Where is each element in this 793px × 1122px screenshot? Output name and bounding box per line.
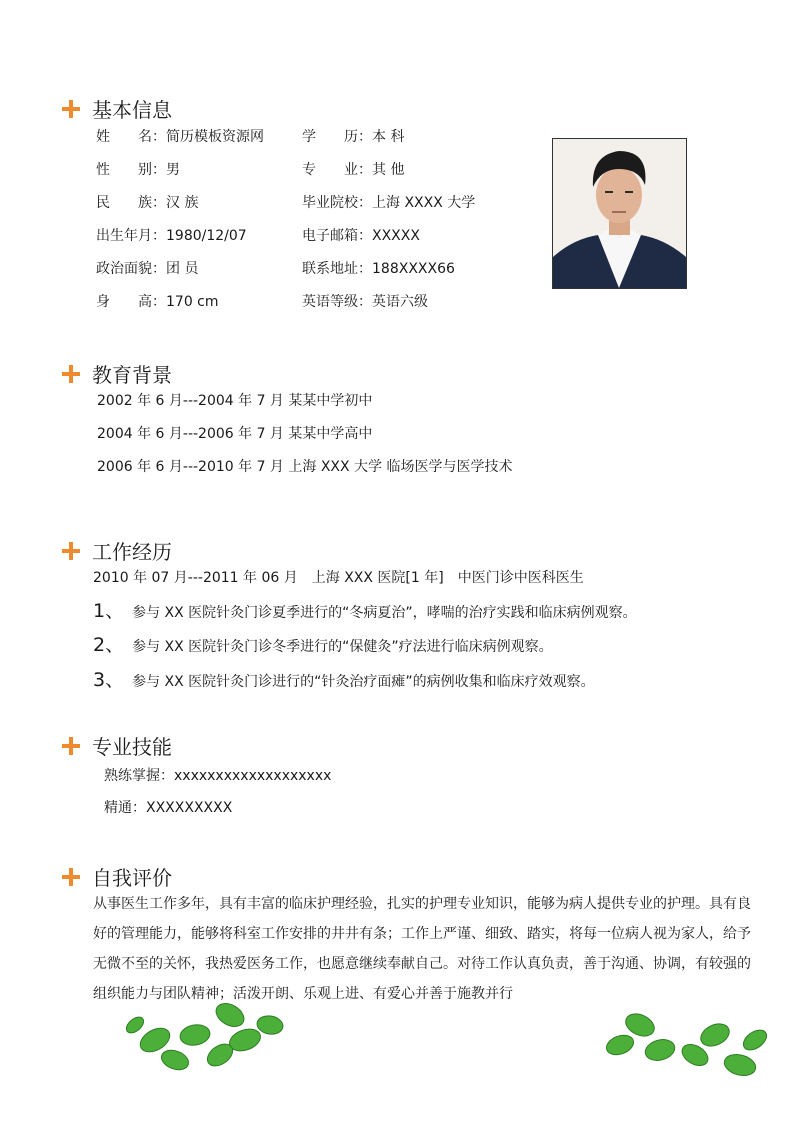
info-value: XXXXX — [372, 228, 420, 244]
info-value: 简历模板资源网 — [166, 129, 264, 145]
info-school — [302, 192, 475, 212]
section-skills-header — [62, 731, 172, 760]
work-item — [93, 596, 637, 623]
plus-icon — [62, 365, 80, 383]
info-english — [302, 291, 428, 311]
info-value: 188XXXX66 — [372, 261, 455, 277]
item-text: 参与 XX 医院针灸门诊夏季进行的“冬病夏治”，哮喘的治疗实践和临床病例观察。 — [132, 605, 637, 621]
info-label: 专 业： — [302, 162, 372, 178]
info-height — [96, 291, 219, 311]
education-item: 2004 年 6 月---2006 年 7 月 某某中学高中 — [97, 426, 373, 442]
self-evaluation-text: 从事医生工作多年，具有丰富的临床护理经验，扎实的护理专业知识，能够为病人提供专业的护理。具有良好的管理能力，能够将科室工作安排的井井有条；工作上严谨、细致、踏实，将每一位病人视为家人，给予无微不至的关怀，我热爱医务工作，也愿意继续奉献自己。对待工作认真负责，善于沟通、协调，有较强的组织能力与团队精神；活泼开朗、乐观上进、有爱心并善于施教并行 — [93, 896, 751, 1002]
work-item — [93, 665, 595, 692]
info-gender — [96, 159, 180, 179]
info-label: 政治面貌： — [96, 261, 166, 277]
work-header: 2010 年 07 月---2011 年 06 月 上海 XXX 医院[1 年] 中医门诊中医科医生 — [93, 570, 584, 586]
section-title: 自我评价 — [92, 866, 172, 890]
info-label: 性 别： — [96, 162, 166, 178]
skill-item: 熟练掌握：xxxxxxxxxxxxxxxxxxx — [104, 768, 332, 784]
info-label: 学 历： — [302, 129, 372, 145]
info-label: 电子邮箱： — [302, 228, 372, 244]
info-major — [302, 159, 404, 179]
info-value: 1980/12/07 — [166, 228, 247, 244]
skill-item: 精通：XXXXXXXXX — [104, 800, 233, 816]
info-label: 出生年月： — [96, 228, 166, 244]
info-label: 联系地址： — [302, 261, 372, 277]
leaf-decoration-left — [120, 990, 300, 1080]
section-basic-header — [62, 94, 172, 123]
info-value: 团 员 — [166, 261, 199, 277]
item-text: 参与 XX 医院针灸门诊冬季进行的“保健灸”疗法进行临床病例观察。 — [132, 639, 553, 655]
plus-icon — [62, 737, 80, 755]
work-item — [93, 630, 553, 657]
item-number: 2、 — [93, 634, 125, 656]
item-number: 1、 — [93, 600, 125, 622]
info-label: 英语等级： — [302, 294, 372, 310]
info-label: 姓 名： — [96, 129, 166, 145]
item-text: 参与 XX 医院针灸门诊进行的“针灸治疗面瘫”的病例收集和临床疗效观察。 — [132, 674, 595, 690]
profile-photo — [552, 138, 687, 289]
education-item: 2006 年 6 月---2010 年 7 月 上海 XXX 大学 临场医学与医学技术 — [97, 459, 513, 475]
plus-icon — [62, 868, 80, 886]
section-work-header — [62, 536, 172, 565]
plus-icon — [62, 542, 80, 560]
info-address — [302, 258, 455, 278]
section-title: 教育背景 — [92, 363, 172, 387]
info-email — [302, 225, 420, 245]
info-ethnicity — [96, 192, 198, 212]
info-politics — [96, 258, 198, 278]
info-value: 本 科 — [372, 129, 405, 145]
item-number: 3、 — [93, 669, 125, 691]
education-item: 2002 年 6 月---2004 年 7 月 某某中学初中 — [97, 393, 373, 409]
info-value: 其 他 — [372, 162, 405, 178]
info-value: 170 cm — [166, 294, 219, 310]
section-education-header — [62, 359, 172, 388]
info-value: 英语六级 — [372, 294, 428, 310]
section-title: 专业技能 — [92, 735, 172, 759]
info-value: 男 — [166, 162, 180, 178]
info-value: 上海 XXXX 大学 — [372, 195, 476, 211]
info-value: 汉 族 — [166, 195, 199, 211]
leaf-decoration-right — [600, 995, 780, 1090]
info-label: 民 族： — [96, 195, 166, 211]
info-label: 身 高： — [96, 294, 166, 310]
info-label: 毕业院校： — [302, 195, 372, 211]
section-title: 基本信息 — [92, 98, 172, 122]
portrait-image — [553, 139, 686, 288]
info-birth — [96, 225, 247, 245]
info-degree — [302, 126, 404, 146]
section-title: 工作经历 — [92, 540, 172, 564]
section-self-header — [62, 862, 172, 891]
info-name — [96, 126, 264, 146]
plus-icon — [62, 100, 80, 118]
